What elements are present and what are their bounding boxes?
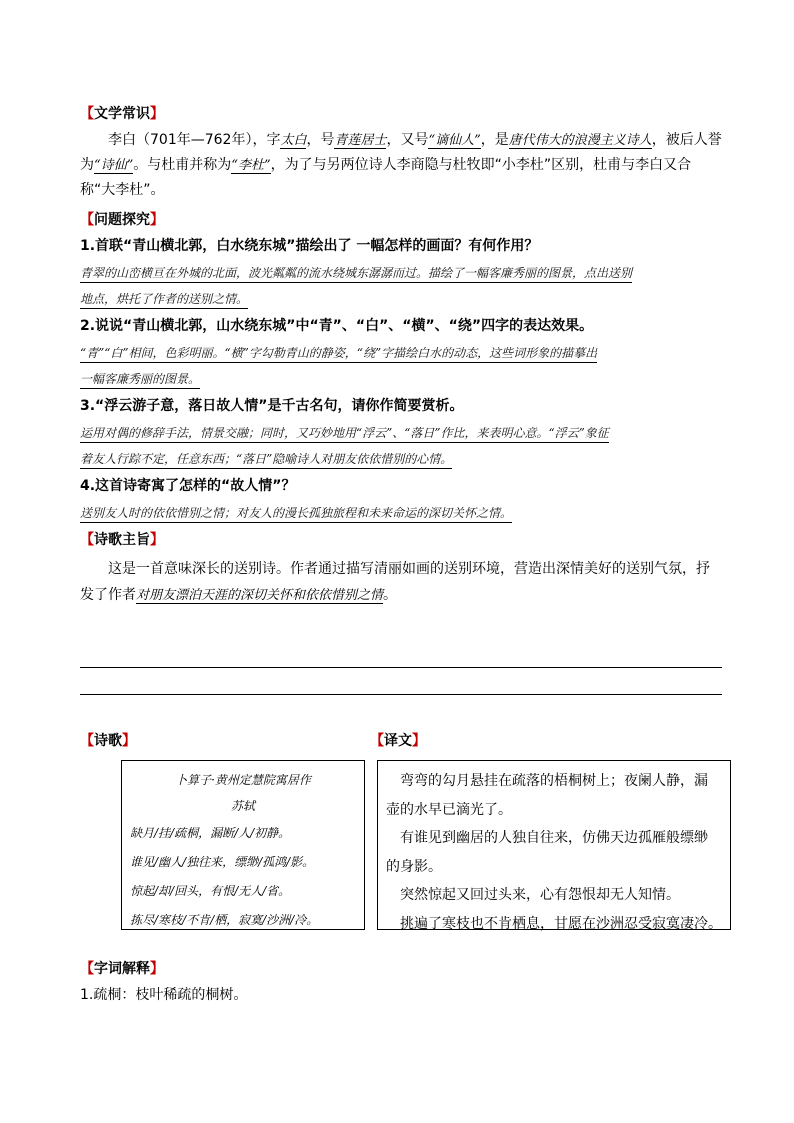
- answer-1: 青翠的山峦横亘在外城的北面，波光粼粼的流水绕城东潺潺而过。描绘了一幅客廉秀丽的图景，点出送别 地点，烘托了作者的送别之情。: [80, 260, 722, 312]
- section-heading-theme: 【诗歌主旨】: [80, 532, 164, 548]
- translation-line: 的身影。: [386, 858, 442, 875]
- section-heading-questions: 【问题探究】: [80, 212, 164, 228]
- section-heading-poem: 【诗歌】: [80, 733, 136, 749]
- question-3: 3.“浮云游子意，落日故人情”是千古名句，请你作简要赏析。: [80, 398, 464, 414]
- section-heading-literary: 【文学常识】: [80, 106, 164, 122]
- section-heading-glossary: 【字词解释】: [80, 961, 164, 977]
- answer-2: “青”“白”相间，色彩明丽。“横”字勾勒青山的静姿，“绕”字描绘白水的动态，这些词形象的描摹出 一幅客廉秀丽的图景。: [80, 340, 722, 392]
- translation-line: 有谁见到幽居的人独自往来，仿佛天边孤雁般缥缈: [400, 830, 708, 846]
- poem-title: 卜算子·黄州定慧院寓居作: [175, 773, 311, 787]
- translation-line: 突然惊起又回过头来，心有怨恨却无人知情。: [400, 887, 680, 903]
- literary-paragraph: 李白（701年—762年），字太白，号青莲居士，又号“谪仙人”，是唐代伟大的浪漫主义诗人，被后人誉为“诗仙”。与杜甫并称为“李杜”，为了与另两位诗人李商隐与杜牧即“小李杜”区别，杜甫与李白又合称“大李杜”。: [80, 132, 722, 198]
- poem-box: [121, 760, 365, 930]
- poem-author: 苏轼: [230, 799, 255, 813]
- translation-line: 弯弯的勾月悬挂在疏落的梧桐树上；夜阑人静，漏: [400, 773, 708, 789]
- question-1: 1.首联“青山横北郭，白水绕东城”描绘出了 一幅怎样的画面？有何作用？: [80, 238, 539, 254]
- divider-line-bottom: [80, 694, 722, 695]
- poem-line: 缺月/挂/疏桐，漏断/人/初静。: [130, 826, 291, 840]
- question-2: 2.说说“青山横北郭，山水绕东城”中“青”、“白”、“横”、“绕”四字的表达效果。: [80, 318, 594, 334]
- question-4: 4.这首诗寄寓了怎样的“故人情”？: [80, 478, 296, 494]
- poem-line: 拣尽/寒枝/不肯/栖，寂寞/沙洲/冷。: [130, 913, 319, 927]
- glossary-item: 1.疏桐：枝叶稀疏的桐树。: [80, 987, 248, 1003]
- theme-paragraph: 这是一首意味深长的送别诗。作者通过描写清丽如画的送别环境，营造出深情美好的送别气氛，抒发了作者对朋友漂泊天涯的深切关怀和依依惜别之情。: [80, 561, 710, 603]
- answer-3: 运用对偶的修辞手法，情景交融；同时，又巧妙地用“浮云”、“落日”作比，来表明心意。“浮云”象征 着友人行踪不定，任意东西；“落日”隐喻诗人对朋友依依惜别的心情。: [80, 420, 722, 472]
- translation-box: [377, 760, 731, 930]
- translation-line: 挑遍了寒枝也不肯栖息，甘愿在沙洲忍受寂寞凄冷。: [400, 915, 722, 932]
- translation-line: 壶的水早已滴光了。: [386, 801, 512, 818]
- answer-4: 送别友人时的依依惜别之情；对友人的漫长孤独旅程和未来命运的深切关怀之情。: [80, 500, 722, 526]
- section-heading-translation: 【译文】: [370, 733, 426, 749]
- poem-line: 惊起/却/回头，有恨/无人/省。: [130, 884, 291, 898]
- divider-line-top: [80, 667, 722, 668]
- poem-line: 谁见/幽人/独往来，缥缈/孤鸿/影。: [130, 855, 315, 869]
